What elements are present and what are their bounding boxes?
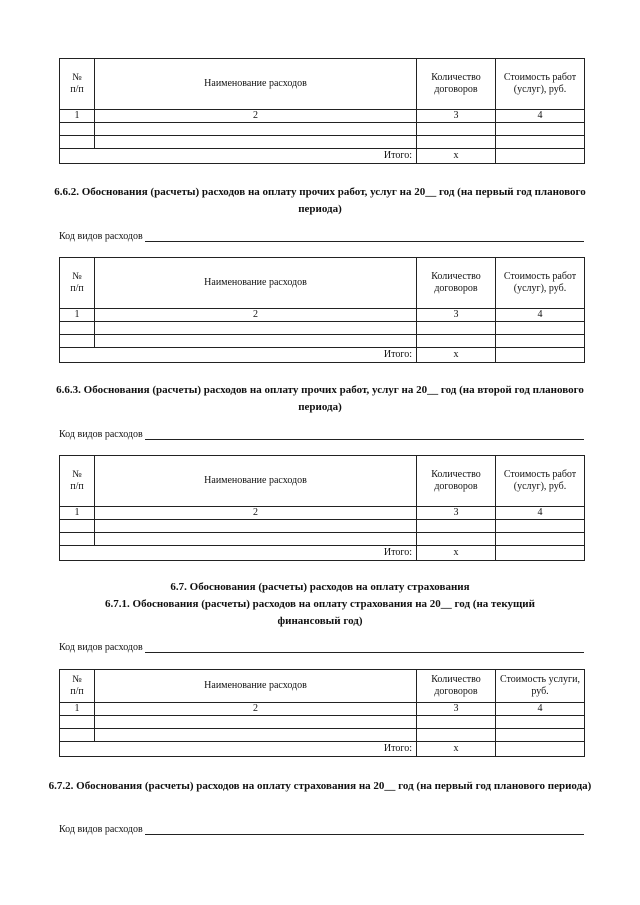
header-name: Наименование расходов <box>95 456 417 507</box>
insurance-table-1 <box>59 669 585 757</box>
header-cost: Стоимость работ (услуг), руб. <box>496 258 585 309</box>
total-count-x: х <box>417 149 496 164</box>
col-number: 3 <box>417 110 496 123</box>
col-number: 3 <box>417 507 496 520</box>
expense-code-row <box>59 641 584 653</box>
col-number: 3 <box>417 703 496 716</box>
expense-code-label: Код видов расходов <box>59 429 143 440</box>
total-label: Итого: <box>60 348 417 363</box>
col-number: 2 <box>95 110 417 123</box>
expense-code-row <box>59 230 584 242</box>
total-cost <box>496 149 585 164</box>
section-6-7-2-title: 6.7.2. Обоснования (расчеты) расходов на оплату страхования на 20__ год (на первый год планового периода) <box>48 780 592 792</box>
col-number: 2 <box>95 309 417 322</box>
header-name: Наименование расходов <box>95 670 417 703</box>
total-cost <box>496 546 585 561</box>
col-number: 4 <box>496 507 585 520</box>
header-count: Количество договоров <box>417 59 496 110</box>
expense-code-field[interactable] <box>145 230 584 242</box>
expense-code-label: Код видов расходов <box>59 824 143 835</box>
expense-code-field[interactable] <box>145 823 584 835</box>
total-label: Итого: <box>60 742 417 757</box>
total-count-x: х <box>417 742 496 757</box>
col-number: 4 <box>496 309 585 322</box>
total-label: Итого: <box>60 149 417 164</box>
col-number: 1 <box>60 507 95 520</box>
expense-code-row <box>59 428 584 440</box>
section-6-7-title: 6.7. Обоснования (расчеты) расходов на оплату страхования <box>170 581 470 593</box>
header-name: Наименование расходов <box>95 59 417 110</box>
col-number: 1 <box>60 703 95 716</box>
total-count-x: х <box>417 348 496 363</box>
expenses-table-2 <box>59 257 585 363</box>
header-count: Количество договоров <box>417 258 496 309</box>
section-6-6-2-title: 6.6.2. Обоснования (расчеты) расходов на оплату прочих работ, услуг на 20__ год (на первый год планового периода) <box>54 186 586 215</box>
col-number: 4 <box>496 703 585 716</box>
col-number: 2 <box>95 507 417 520</box>
header-num: № п/п <box>60 59 95 110</box>
total-cost <box>496 348 585 363</box>
col-number: 1 <box>60 309 95 322</box>
header-cost: Стоимость работ (услуг), руб. <box>496 456 585 507</box>
header-name: Наименование расходов <box>95 258 417 309</box>
expenses-table-1 <box>59 58 585 164</box>
total-count-x: х <box>417 546 496 561</box>
section-6-6-3-title: 6.6.3. Обоснования (расчеты) расходов на оплату прочих работ, услуг на 20__ год (на второй год планового периода) <box>56 384 584 413</box>
header-cost: Стоимость услуги, руб. <box>496 670 585 703</box>
header-count: Количество договоров <box>417 670 496 703</box>
expense-code-field[interactable] <box>145 641 584 653</box>
col-number: 4 <box>496 110 585 123</box>
expenses-table-3 <box>59 455 585 561</box>
expense-code-label: Код видов расходов <box>59 642 143 653</box>
col-number: 1 <box>60 110 95 123</box>
expense-code-field[interactable] <box>145 428 584 440</box>
col-number: 3 <box>417 309 496 322</box>
header-count: Количество договоров <box>417 456 496 507</box>
total-cost <box>496 742 585 757</box>
header-num: № п/п <box>60 670 95 703</box>
header-num: № п/п <box>60 456 95 507</box>
section-6-7-1-title: 6.7.1. Обоснования (расчеты) расходов на оплату страхования на 20__ год (на текущий финансовый год) <box>105 598 535 627</box>
col-number: 2 <box>95 703 417 716</box>
header-num: № п/п <box>60 258 95 309</box>
total-label: Итого: <box>60 546 417 561</box>
header-cost: Стоимость работ (услуг), руб. <box>496 59 585 110</box>
expense-code-label: Код видов расходов <box>59 231 143 242</box>
expense-code-row <box>59 823 584 835</box>
